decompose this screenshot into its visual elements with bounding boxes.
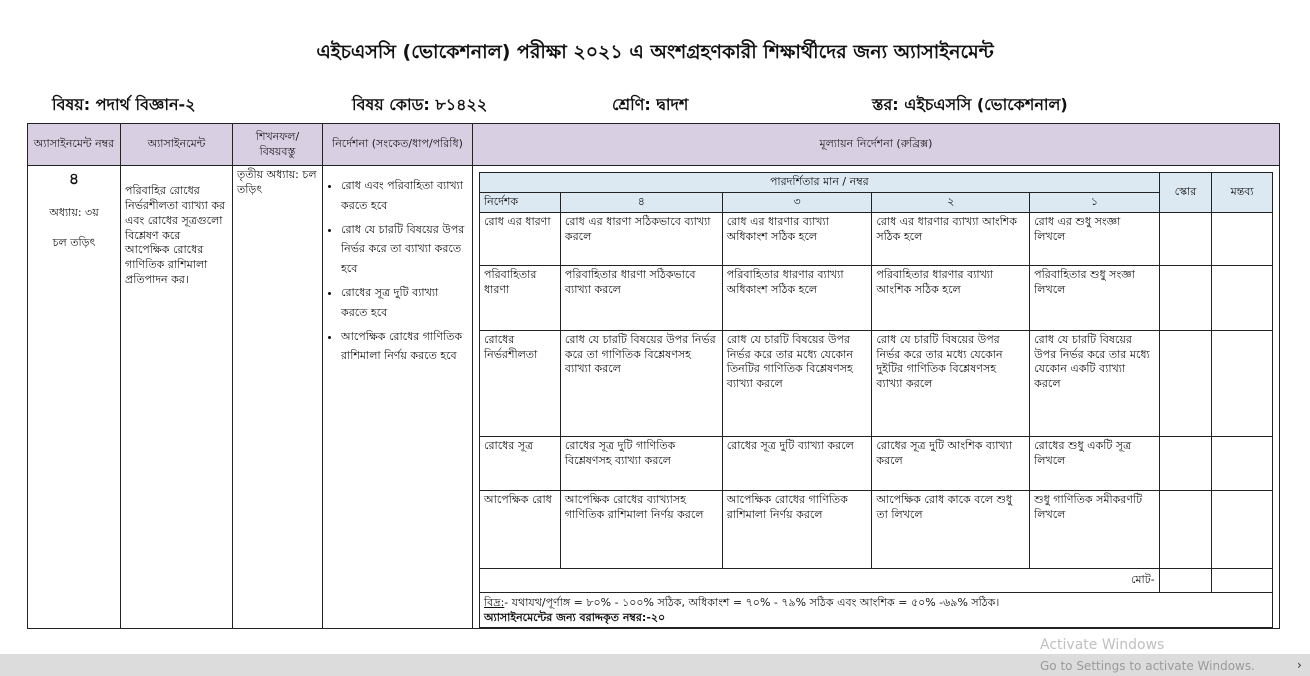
direction-item: • রোধ যে চারটি বিষয়ের উপর নির্ভর করে তা ব্যাখ্যা করতে হবে	[341, 220, 468, 279]
direction-item: • রোধ এবং পরিবাহিতা ব্যাখ্যা করতে হবে	[341, 176, 468, 216]
remarks-header: মন্তব্য	[1212, 173, 1273, 213]
class-label: শ্রেণি: দ্বাদশ	[612, 95, 689, 114]
rubric-cell-level-1: রোধ যে চারটি বিষয়ের উপর নির্ভর করে তার মধ্যে যেকোন একটি ব্যাখ্যা করলে	[1030, 330, 1160, 436]
assignment-row	[28, 166, 1280, 629]
directions-list	[327, 176, 468, 366]
rubric-indicator: পরিবাহিতার ধারণা	[480, 265, 561, 330]
assignment-number: ৪	[68, 169, 80, 188]
header-evaluation: মূল্যায়ন নির্দেশনা (রুব্রিক্স)	[473, 124, 1280, 166]
score-cell	[1159, 436, 1212, 490]
level-2-header: ২	[872, 192, 1030, 212]
rubric-indicator: আপেক্ষিক রোধ	[480, 490, 561, 568]
marks-line: অ্যাসাইনমেন্টের জন্য বরাদ্দকৃত নম্বর:-২০	[484, 611, 666, 625]
level-4-header: ৪	[560, 192, 722, 212]
subject-code-label: বিষয় কোড: ৮১৪২২	[352, 95, 488, 114]
level-label: স্তর: এইচএসসি (ভোকেশনাল)	[872, 95, 1068, 114]
direction-item: • আপেক্ষিক রোধের গাণিতিক রাশিমালা নির্ণয় করতে হবে	[341, 327, 468, 367]
rubric-cell-level-2: রোধ যে চারটি বিষয়ের উপর নির্ভর করে তার মধ্যে যেকোন দুইটির গাণিতিক বিশ্লেষণসহ ব্যাখ্যা করলে	[872, 330, 1030, 436]
note-cell	[480, 592, 1273, 628]
activate-windows-subtitle: Go to Settings to activate Windows.	[1040, 659, 1255, 673]
assignment-table-header	[28, 124, 1280, 166]
remarks-cell	[1212, 490, 1273, 568]
level-3-header: ৩	[722, 192, 872, 212]
performance-header: পারদর্শিতার মান / নম্বর	[480, 173, 1160, 193]
rubric-cell-level-2: রোধ এর ধারণার ব্যাখ্যা আংশিক সঠিক হলে	[872, 212, 1030, 265]
remarks-cell	[1212, 436, 1273, 490]
learning-cell	[233, 166, 323, 629]
total-row	[480, 568, 1273, 592]
rubric-cell-level-1: পরিবাহিতার শুধু সংজ্ঞা লিখলে	[1030, 265, 1160, 330]
chapter-label: অধ্যায়: ৩য়	[49, 205, 99, 219]
remarks-cell	[1212, 212, 1273, 265]
rubric-cell-level-4: রোধ যে চারটি বিষয়ের উপর নির্ভর করে তা গাণিতিক বিশ্লেষণসহ ব্যাখ্যা করলে	[560, 330, 722, 436]
topic-label: চল তড়িৎ	[52, 236, 96, 250]
remarks-cell	[1212, 330, 1273, 436]
assignment-number-cell	[28, 166, 121, 629]
total-remarks-cell	[1212, 568, 1273, 592]
rubric-cell-level-2: পরিবাহিতার ধারণার ব্যাখ্যা আংশিক সঠিক হলে	[872, 265, 1030, 330]
rubric-row	[480, 330, 1273, 436]
score-cell	[1159, 265, 1212, 330]
rubric-row	[480, 265, 1273, 330]
rubric-cell-level-2: রোধের সূত্র দুটি আংশিক ব্যাখ্যা করলে	[872, 436, 1030, 490]
rubric-cell-level-3: আপেক্ষিক রোধের গাণিতিক রাশিমালা নির্ণয় করলে	[722, 490, 872, 568]
indicator-header: নির্দেশক	[480, 192, 561, 212]
remarks-cell	[1212, 265, 1273, 330]
activate-windows-title: Activate Windows	[1040, 637, 1165, 653]
header-assignment: অ্যাসাইনমেন্ট	[121, 124, 233, 166]
rubric-table	[479, 172, 1273, 628]
subject-label: বিষয়: পদার্থ বিজ্ঞান-২	[52, 95, 196, 114]
directions-cell	[323, 166, 473, 629]
assignment-text-cell	[121, 166, 233, 629]
header-assignment-no: অ্যাসাইনমেন্ট নম্বর	[28, 124, 121, 166]
rubric-cell-level-1: রোধ এর শুধু সংজ্ঞা লিখলে	[1030, 212, 1160, 265]
rubric-indicator: রোধের সূত্র	[480, 436, 561, 490]
note-label: বিদ্র:	[484, 595, 505, 609]
rubric-cell-level-1: রোধের শুধু একটি সূত্র লিখলে	[1030, 436, 1160, 490]
rubric-cell-level-3: পরিবাহিতার ধারণার ব্যাখ্যা অধিকাংশ সঠিক হলে	[722, 265, 872, 330]
note-text: - যথাযথ/পূর্ণাঙ্গ = ৮০% - ১০০% সঠিক, অধিকাংশ = ৭০% - ৭৯% সঠিক এবং আংশিক = ৫০% -৬৯% সঠিক।	[504, 595, 1000, 609]
total-score-cell	[1159, 568, 1212, 592]
score-cell	[1159, 330, 1212, 436]
learning-text: তৃতীয় অধ্যায়: চল তড়িৎ	[237, 168, 317, 196]
rubric-cell-level-4: আপেক্ষিক রোধের ব্যাখ্যাসহ গাণিতিক রাশিমালা নির্ণয় করলে	[560, 490, 722, 568]
rubric-row	[480, 436, 1273, 490]
rubric-cell-level-3: রোধ এর ধারণার ব্যাখ্যা অধিকাংশ সঠিক হলে	[722, 212, 872, 265]
score-cell	[1159, 490, 1212, 568]
rubric-cell-level-4: পরিবাহিতার ধারণা সঠিকভাবে ব্যাখ্যা করলে	[560, 265, 722, 330]
total-label: মোট-	[480, 568, 1160, 592]
rubric-cell-level-2: আপেক্ষিক রোধ কাকে বলে শুধু তা লিখলে	[872, 490, 1030, 568]
header-directions: নির্দেশনা (সংকেত/ধাপ/পরিধি)	[323, 124, 473, 166]
rubric-indicator: রোধের নির্ভরশীলতা	[480, 330, 561, 436]
rubric-row	[480, 212, 1273, 265]
assignment-text: পরিবাহির রোধের নির্ভরশীলতা ব্যাখ্যা কর এবং রোধের সূত্রগুলো বিশ্লেষণ করে আপেক্ষিক রোধের গাণিতিক রাশিমালা প্রতিপাদন কর।	[125, 184, 226, 287]
assignment-table	[27, 123, 1280, 629]
note-row	[480, 592, 1273, 628]
rubric-cell-level-1: শুধু গাণিতিক সমীকরণটি লিখলে	[1030, 490, 1160, 568]
rubric-cell-level-3: রোধ যে চারটি বিষয়ের উপর নির্ভর করে তার মধ্যে যেকোন তিনটির গাণিতিক বিশ্লেষণসহ ব্যাখ্যা করলে	[722, 330, 872, 436]
rubric-levels-row	[480, 192, 1273, 212]
rubric-cell-level-4: রোধের সূত্র দুটি গাণিতিক বিশ্লেষণসহ ব্যাখ্যা করলে	[560, 436, 722, 490]
rubric-indicator: রোধ এর ধারণা	[480, 212, 561, 265]
rubric-header-row	[480, 173, 1273, 193]
level-1-header: ১	[1030, 192, 1160, 212]
score-cell	[1159, 212, 1212, 265]
rubric-row	[480, 490, 1273, 568]
score-header: স্কোর	[1159, 173, 1212, 213]
rubric-cell	[473, 166, 1280, 629]
close-icon[interactable]: ›	[1297, 658, 1302, 672]
header-learning: শিখনফল/ বিষয়বস্তু	[233, 124, 323, 166]
rubric-cell-level-3: রোধের সূত্র দুটি ব্যাখ্যা করলে	[722, 436, 872, 490]
rubric-cell-level-4: রোধ এর ধারণা সঠিকভাবে ব্যাখ্যা করলে	[560, 212, 722, 265]
document-title: এইচএসসি (ভোকেশনাল) পরীক্ষা ২০২১ এ অংশগ্রহণকারী শিক্ষার্থীদের জন্য অ্যাসাইনমেন্ট	[316, 41, 994, 63]
note-line	[484, 595, 1268, 610]
direction-item: • রোধের সূত্র দুটি ব্যাখ্যা করতে হবে	[341, 283, 468, 323]
